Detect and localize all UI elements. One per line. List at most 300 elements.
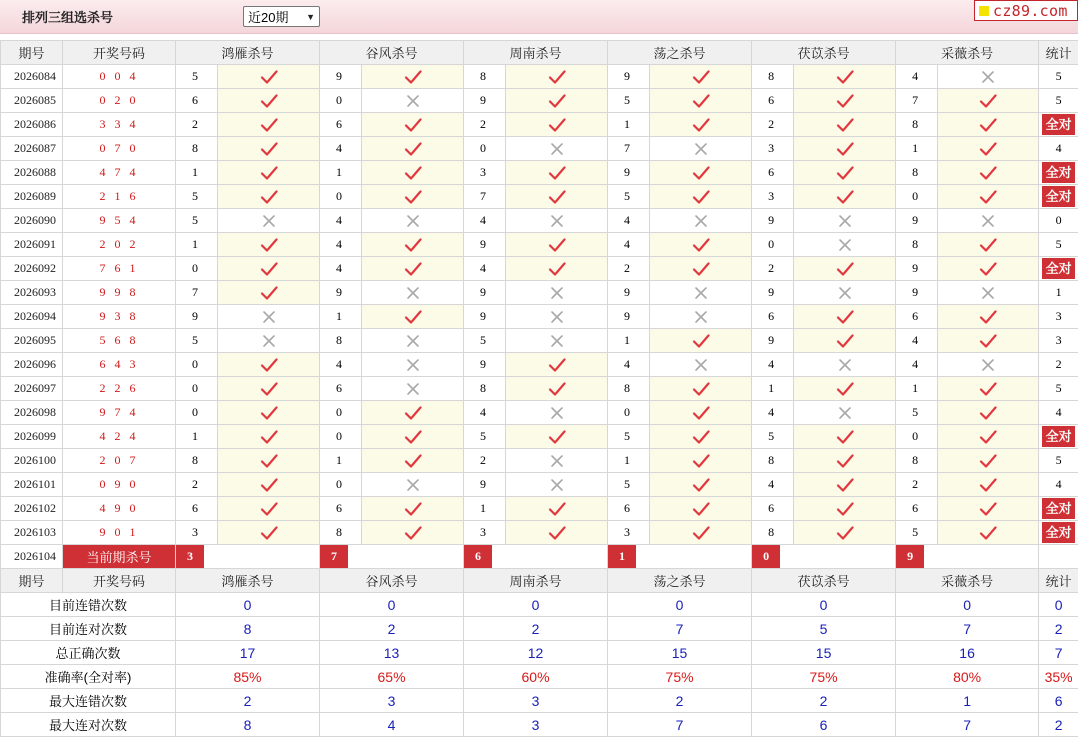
check-icon [794,141,895,157]
result-cell-hit [218,281,320,305]
summary-value: 3 [464,689,608,713]
kill-number: 0 [896,185,938,209]
check-icon [506,165,607,181]
result-cell-hit [362,137,464,161]
col-expert-header: 谷风杀号 [320,569,464,593]
check-icon [506,69,607,85]
current-issue-number: 2026104 [1,545,63,569]
col-expert-header: 荡之杀号 [608,41,752,65]
current-kill-number: 9 [896,545,924,568]
kill-number: 1 [320,161,362,185]
kill-number: 4 [752,401,794,425]
result-cell-hit [938,233,1039,257]
check-icon [938,477,1038,493]
result-cell-hit [794,161,896,185]
kill-number: 4 [752,473,794,497]
col-expert-header: 周南杀号 [464,569,608,593]
current-kill-cell [752,545,896,569]
summary-label: 最大连对次数 [1,713,176,737]
kill-number: 5 [608,89,650,113]
check-icon [794,333,895,349]
issue-number: 2026100 [1,449,63,473]
issue-number: 2026090 [1,209,63,233]
result-cell-hit [938,377,1039,401]
current-kill-number: 1 [608,545,636,568]
draw-number: 9 0 1 [63,521,176,545]
check-icon [938,525,1038,541]
check-icon [218,285,319,301]
check-icon [938,453,1038,469]
table-row [1,257,1078,281]
kill-number: 1 [608,329,650,353]
summary-stat-value: 2 [1039,713,1078,737]
summary-stat-value: 6 [1039,689,1078,713]
site-logo[interactable] [974,0,1078,21]
check-icon [218,261,319,277]
check-icon [794,93,895,109]
check-icon [938,333,1038,349]
kill-number: 3 [176,521,218,545]
kill-number: 9 [608,305,650,329]
draw-number: 4 9 0 [63,497,176,521]
result-cell-hit [794,65,896,89]
kill-number: 3 [464,521,506,545]
kill-number: 0 [608,401,650,425]
result-cell-miss [650,281,752,305]
summary-header-row [1,569,1078,593]
kill-number: 9 [608,65,650,89]
summary-value: 2 [176,689,320,713]
table-row [1,137,1078,161]
result-cell-hit [650,473,752,497]
col-expert-header: 荡之杀号 [608,569,752,593]
cross-icon [794,213,895,229]
kill-number: 9 [464,233,506,257]
check-icon [218,381,319,397]
kill-number: 9 [464,473,506,497]
kill-number: 2 [752,113,794,137]
result-cell-hit [506,353,608,377]
summary-value: 17 [176,641,320,665]
logo-square-icon [979,6,989,16]
kill-number: 8 [320,521,362,545]
cross-icon [506,213,607,229]
kill-number: 1 [464,497,506,521]
cross-icon [218,213,319,229]
kill-number: 9 [320,281,362,305]
summary-value: 12 [464,641,608,665]
cross-icon [218,309,319,325]
stat-cell: 1 [1039,281,1078,305]
summary-stat-value: 2 [1039,617,1078,641]
issue-number: 2026085 [1,89,63,113]
table-row [1,185,1078,209]
kill-number: 0 [320,185,362,209]
result-cell-miss [362,329,464,353]
current-kill-number: 6 [464,545,492,568]
all-correct-badge: 全对 [1042,114,1075,135]
stat-cell: 0 [1039,209,1078,233]
summary-value: 0 [176,593,320,617]
summary-value: 7 [896,713,1039,737]
result-cell-hit [362,497,464,521]
summary-value: 0 [320,593,464,617]
result-cell-hit [362,449,464,473]
issue-number: 2026084 [1,65,63,89]
result-cell-hit [218,497,320,521]
stat-cell: 4 [1039,137,1078,161]
kill-number: 5 [176,65,218,89]
result-cell-hit [794,257,896,281]
cross-icon [650,213,751,229]
kill-number: 0 [176,377,218,401]
issue-number: 2026098 [1,401,63,425]
current-kill-number: 7 [320,545,348,568]
current-kill-cell [464,545,608,569]
kill-number: 7 [896,89,938,113]
kill-number: 1 [608,113,650,137]
check-icon [650,69,751,85]
check-icon [938,237,1038,253]
kill-number: 2 [176,113,218,137]
cross-icon [938,69,1038,85]
check-icon [362,261,463,277]
kill-number: 5 [896,521,938,545]
result-cell-hit [362,185,464,209]
kill-number: 8 [464,377,506,401]
result-cell-hit [650,449,752,473]
table-row [1,521,1078,545]
check-icon [362,525,463,541]
summary-label: 目前连错次数 [1,593,176,617]
issue-number: 2026096 [1,353,63,377]
result-cell-hit [506,185,608,209]
check-icon [218,429,319,445]
col-expert-header: 周南杀号 [464,41,608,65]
check-icon [362,405,463,421]
result-cell-hit [938,89,1039,113]
table-row [1,209,1078,233]
cross-icon [938,357,1038,373]
result-cell-hit [650,89,752,113]
check-icon [650,525,751,541]
cross-icon [362,381,463,397]
summary-value: 15 [608,641,752,665]
result-cell-hit [506,497,608,521]
kill-number: 8 [896,113,938,137]
kill-number: 0 [752,233,794,257]
stat-cell: 5 [1039,89,1078,113]
kill-number: 8 [896,449,938,473]
check-icon [938,381,1038,397]
all-correct-badge: 全对 [1042,522,1075,543]
summary-stat-value: 7 [1039,641,1078,665]
cross-icon [506,141,607,157]
kill-number: 5 [896,401,938,425]
all-correct-badge: 全对 [1042,258,1075,279]
result-cell-miss [650,353,752,377]
check-icon [938,117,1038,133]
kill-number: 6 [752,497,794,521]
summary-row [1,713,1078,737]
result-cell-miss [938,65,1039,89]
result-cell-miss [506,401,608,425]
result-cell-miss [506,329,608,353]
check-icon [506,189,607,205]
kill-number: 9 [896,281,938,305]
kill-number: 4 [320,233,362,257]
kill-number: 2 [608,257,650,281]
check-icon [362,189,463,205]
check-icon [506,381,607,397]
cross-icon [506,285,607,301]
cross-icon [506,309,607,325]
check-icon [218,165,319,181]
result-cell-hit [218,257,320,281]
stat-cell [1039,425,1078,449]
col-expert-header: 采薇杀号 [896,41,1039,65]
kill-number: 9 [608,161,650,185]
result-cell-hit [650,377,752,401]
kill-number: 9 [608,281,650,305]
col-draw-header: 开奖号码 [63,569,176,593]
draw-number: 0 2 0 [63,89,176,113]
summary-row [1,665,1078,689]
table-row [1,353,1078,377]
table-row [1,329,1078,353]
kill-number: 4 [464,209,506,233]
result-cell-hit [362,233,464,257]
stat-cell: 4 [1039,473,1078,497]
kill-number: 6 [608,497,650,521]
table-row [1,497,1078,521]
result-cell-hit [794,329,896,353]
kill-number: 4 [896,353,938,377]
col-expert-header: 鸿雁杀号 [176,41,320,65]
result-cell-hit [938,305,1039,329]
result-cell-miss [362,209,464,233]
result-cell-hit [218,89,320,113]
current-stat-cell [1039,545,1078,569]
cross-icon [794,237,895,253]
kill-number: 2 [464,449,506,473]
check-icon [218,525,319,541]
draw-number: 4 7 4 [63,161,176,185]
result-cell-hit [650,113,752,137]
summary-value: 16 [896,641,1039,665]
check-icon [938,165,1038,181]
result-cell-hit [938,521,1039,545]
kill-number: 5 [176,329,218,353]
result-cell-hit [650,161,752,185]
kill-number: 4 [608,209,650,233]
result-cell-hit [938,161,1039,185]
kill-number: 8 [752,521,794,545]
draw-number: 2 0 2 [63,233,176,257]
result-cell-miss [794,209,896,233]
cross-icon [362,477,463,493]
result-cell-hit [218,449,320,473]
summary-row [1,617,1078,641]
result-cell-hit [650,185,752,209]
result-cell-miss [218,209,320,233]
cross-icon [362,285,463,301]
result-cell-hit [218,377,320,401]
check-icon [362,501,463,517]
check-icon [794,309,895,325]
summary-value: 1 [896,689,1039,713]
kill-number: 1 [176,161,218,185]
result-cell-miss [218,329,320,353]
issue-number: 2026102 [1,497,63,521]
draw-number: 2 2 6 [63,377,176,401]
kill-number: 8 [464,65,506,89]
table-row [1,89,1078,113]
issue-number: 2026089 [1,185,63,209]
issue-number: 2026086 [1,113,63,137]
issue-number: 2026087 [1,137,63,161]
check-icon [650,237,751,253]
draw-number: 2 0 7 [63,449,176,473]
check-icon [794,189,895,205]
result-cell-hit [650,65,752,89]
check-icon [362,237,463,253]
kill-number: 1 [896,377,938,401]
cross-icon [794,357,895,373]
result-cell-hit [938,425,1039,449]
kill-number: 9 [752,281,794,305]
draw-number: 6 4 3 [63,353,176,377]
summary-value: 2 [464,617,608,641]
check-icon [506,261,607,277]
period-range-select[interactable] [243,6,320,27]
stat-cell [1039,521,1078,545]
current-kill-number: 0 [752,545,780,568]
draw-number: 9 5 4 [63,209,176,233]
table-row [1,65,1078,89]
check-icon [218,237,319,253]
check-icon [506,357,607,373]
result-cell-miss [938,209,1039,233]
kill-number: 4 [896,65,938,89]
summary-value: 4 [320,713,464,737]
result-cell-hit [218,401,320,425]
result-cell-miss [650,137,752,161]
stat-cell: 5 [1039,449,1078,473]
check-icon [506,237,607,253]
check-icon [650,453,751,469]
check-icon [650,93,751,109]
kill-number: 9 [176,305,218,329]
kill-number: 4 [320,353,362,377]
check-icon [650,165,751,181]
kill-number: 4 [608,233,650,257]
draw-number: 5 6 8 [63,329,176,353]
check-icon [218,141,319,157]
result-cell-miss [506,137,608,161]
kill-number: 0 [320,89,362,113]
kill-number: 0 [320,401,362,425]
result-cell-hit [506,257,608,281]
check-icon [794,117,895,133]
kill-number: 9 [320,65,362,89]
result-cell-hit [650,329,752,353]
summary-value: 65% [320,665,464,689]
result-cell-hit [506,521,608,545]
check-icon [218,93,319,109]
issue-number: 2026093 [1,281,63,305]
summary-value: 80% [896,665,1039,689]
result-cell-hit [938,401,1039,425]
all-correct-badge: 全对 [1042,186,1075,207]
stat-cell: 5 [1039,65,1078,89]
result-cell-hit [362,161,464,185]
result-cell-miss [794,353,896,377]
kill-number: 4 [752,353,794,377]
issue-number: 2026099 [1,425,63,449]
cross-icon [938,213,1038,229]
current-kill-cell [320,545,464,569]
kill-number: 2 [752,257,794,281]
summary-label: 最大连错次数 [1,689,176,713]
summary-value: 2 [320,617,464,641]
kill-number: 1 [176,425,218,449]
summary-value: 60% [464,665,608,689]
kill-number: 8 [752,65,794,89]
kill-number: 7 [464,185,506,209]
result-cell-miss [938,281,1039,305]
result-cell-hit [794,305,896,329]
current-kill-cell [608,545,752,569]
summary-label: 准确率(全对率) [1,665,176,689]
kill-number: 0 [176,401,218,425]
check-icon [650,405,751,421]
check-icon [506,117,607,133]
kill-number: 4 [896,329,938,353]
kill-number: 8 [896,161,938,185]
draw-number: 7 6 1 [63,257,176,281]
cross-icon [650,309,751,325]
summary-value: 5 [752,617,896,641]
col-expert-header: 采薇杀号 [896,569,1039,593]
kill-number: 5 [176,209,218,233]
kill-number: 0 [320,473,362,497]
cross-icon [218,333,319,349]
summary-value: 6 [752,713,896,737]
issue-number: 2026092 [1,257,63,281]
check-icon [218,189,319,205]
kill-number: 6 [752,305,794,329]
col-expert-header: 鸿雁杀号 [176,569,320,593]
kill-number: 4 [464,257,506,281]
all-correct-badge: 全对 [1042,498,1075,519]
result-cell-hit [362,305,464,329]
check-icon [938,189,1038,205]
check-icon [938,429,1038,445]
kill-number: 4 [320,257,362,281]
result-cell-miss [506,281,608,305]
kill-number: 5 [752,425,794,449]
result-cell-miss [938,353,1039,377]
check-icon [362,309,463,325]
table-row [1,233,1078,257]
all-correct-badge: 全对 [1042,162,1075,183]
cross-icon [794,285,895,301]
cross-icon [650,141,751,157]
issue-number: 2026088 [1,161,63,185]
check-icon [506,501,607,517]
current-issue-row [1,545,1078,569]
